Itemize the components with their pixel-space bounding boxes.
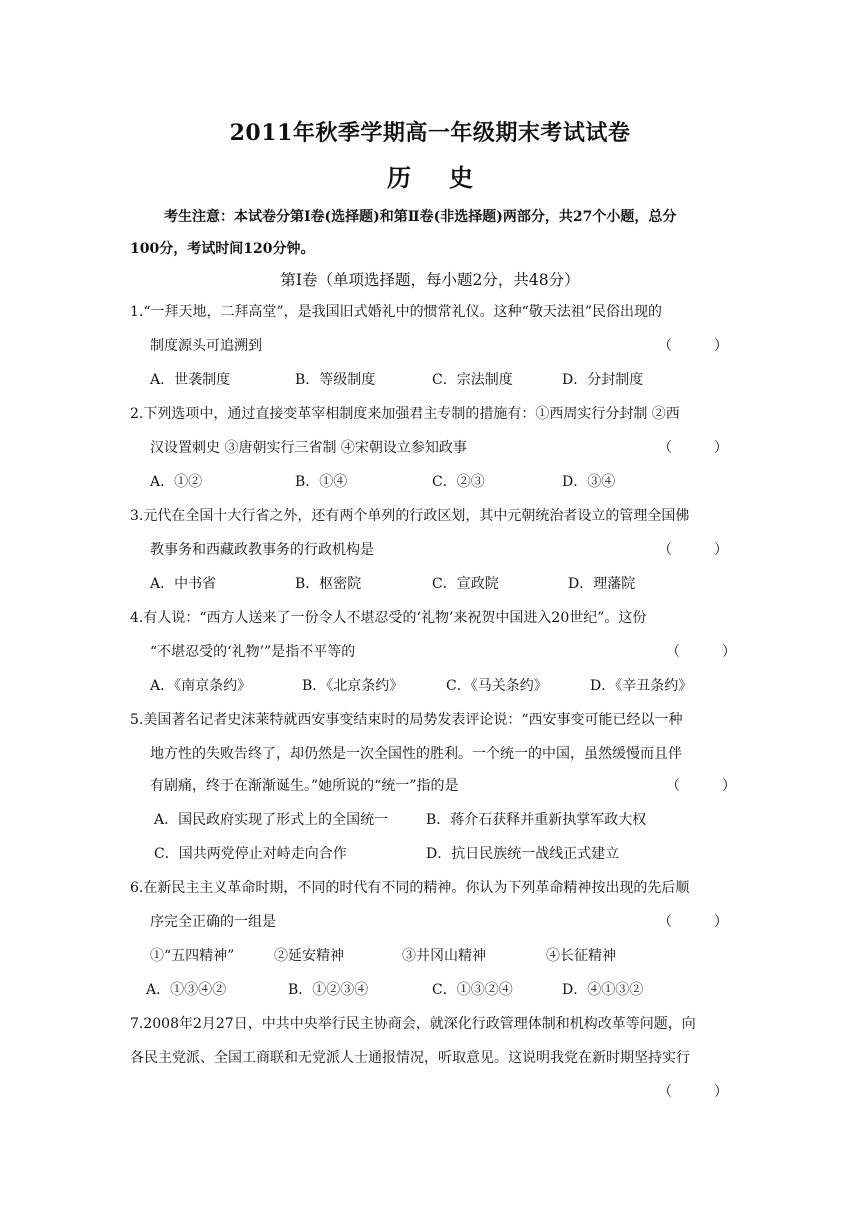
question-5-option-b: B．蒋介石获释并重新执掌军政大权: [426, 812, 647, 828]
question-4-option-b: B．《北京条约》: [302, 678, 404, 694]
question-4-option-c: C．《马关条约》: [446, 678, 548, 694]
question-6-item-2: ②延安精神: [274, 948, 344, 964]
section-heading: 第Ⅰ卷（单项选择题，每小题2分，共48分）: [280, 271, 580, 289]
question-5-line-2: 地方性的失败告终了，却仍然是一次全国性的胜利。一个统一的中国，虽然缓慢而且伴: [150, 746, 682, 762]
question-6-option-a: A．①③④②: [146, 982, 227, 998]
exam-notice-line1: 考生注意：本试卷分第Ⅰ卷(选择题)和第Ⅱ卷(非选择题)两部分，共27个小题，总分: [164, 209, 677, 225]
question-3-line-1: 3.元代在全国十大行省之外，还有两个单列的行政区划，其中元朝统治者设立的管理全国佛: [130, 508, 690, 524]
subject-title: 历史: [387, 163, 511, 192]
question-2-option-c: C．②③: [432, 474, 485, 490]
question-3-option-a: A．中书省: [150, 576, 217, 592]
question-1-answer-blank: （ ）: [658, 338, 728, 354]
question-3-line-2: 教事务和西藏政教事务的行政机构是: [150, 542, 374, 558]
question-6-line-1: 6.在新民主主义革命时期，不同的时代有不同的精神。你认为下列革命精神按出现的先后顺: [130, 880, 690, 896]
question-5-option-d: D．抗日民族统一战线正式建立: [426, 846, 620, 862]
question-6-option-c: C．①③②④: [432, 982, 513, 998]
question-7-line-1: 7.2008年2月27日，中共中央举行民主协商会，就深化行政管理体制和机构改革等问题，向: [130, 1016, 696, 1032]
question-2-answer-blank: （ ）: [658, 440, 728, 456]
question-7-line-2: 各民主党派、全国工商联和无党派人士通报情况，听取意见。这说明我党在新时期坚持实行: [130, 1050, 690, 1066]
question-4-option-d: D．《辛丑条约》: [590, 678, 693, 694]
question-1-option-b: B．等级制度: [295, 372, 376, 388]
exam-title: 2011年秋季学期高一年级期末考试试卷: [229, 120, 631, 146]
question-1-option-c: C．宗法制度: [432, 372, 513, 388]
question-6-line-2: 序完全正确的一组是: [150, 914, 276, 930]
question-2-line-2: 汉设置刺史 ③唐朝实行三省制 ④宋朝设立参知政事: [150, 440, 467, 456]
question-2-line-1: 2.下列选项中，通过直接变革宰相制度来加强君主专制的措施有：①西周实行分封制 ②西: [130, 406, 680, 422]
question-4-option-a: A．《南京条约》: [150, 678, 252, 694]
question-6-item-3: ③井冈山精神: [402, 948, 486, 964]
question-7-answer-blank: （ ）: [658, 1084, 728, 1100]
question-6-answer-blank: （ ）: [658, 914, 728, 930]
question-2-option-b: B．①④: [295, 474, 348, 490]
question-4-line-1: 4.有人说：“西方人送来了一份令人不堪忍受的‘礼物’来祝贺中国进入20世纪”。这份: [130, 610, 647, 626]
question-2-option-a: A．①②: [150, 474, 203, 490]
question-1-option-a: A．世袭制度: [150, 372, 231, 388]
question-3-option-c: C．宣政院: [432, 576, 499, 592]
question-3-option-d: D．理藩院: [568, 576, 636, 592]
question-3-answer-blank: （ ）: [658, 542, 728, 558]
question-5-option-a: A．国民政府实现了形式上的全国统一: [154, 812, 389, 828]
question-6-option-b: B．①②③④: [288, 982, 369, 998]
question-4-answer-blank: （ ）: [666, 644, 736, 660]
question-5-line-3: 有剧痛，终于在渐渐诞生。”她所说的“统一”指的是: [150, 778, 459, 794]
question-1-line-1: 1.“一拜天地，二拜高堂”，是我国旧式婚礼中的惯常礼仪。这种“敬天法祖”民俗出现的: [130, 304, 662, 320]
question-4-line-2: “不堪忍受的‘礼物’”是指不平等的: [150, 644, 356, 660]
exam-notice-line2: 100分，考试时间120分钟。: [130, 241, 315, 257]
question-1-line-2: 制度源头可追溯到: [150, 338, 262, 354]
question-5-answer-blank: （ ）: [666, 778, 736, 794]
question-3-option-b: B．枢密院: [295, 576, 362, 592]
question-6-item-1: ①“五四精神”: [150, 948, 235, 964]
question-5-line-1: 5.美国著名记者史沫莱特就西安事变结束时的局势发表评论说：“西安事变可能已经以一种: [130, 712, 683, 728]
question-1-option-d: D．分封制度: [562, 372, 644, 388]
question-6-item-4: ④长征精神: [546, 948, 616, 964]
question-2-option-d: D．③④: [562, 474, 616, 490]
question-6-option-d: D．④①③②: [562, 982, 644, 998]
question-5-option-c: C．国共两党停止对峙走向合作: [154, 846, 347, 862]
